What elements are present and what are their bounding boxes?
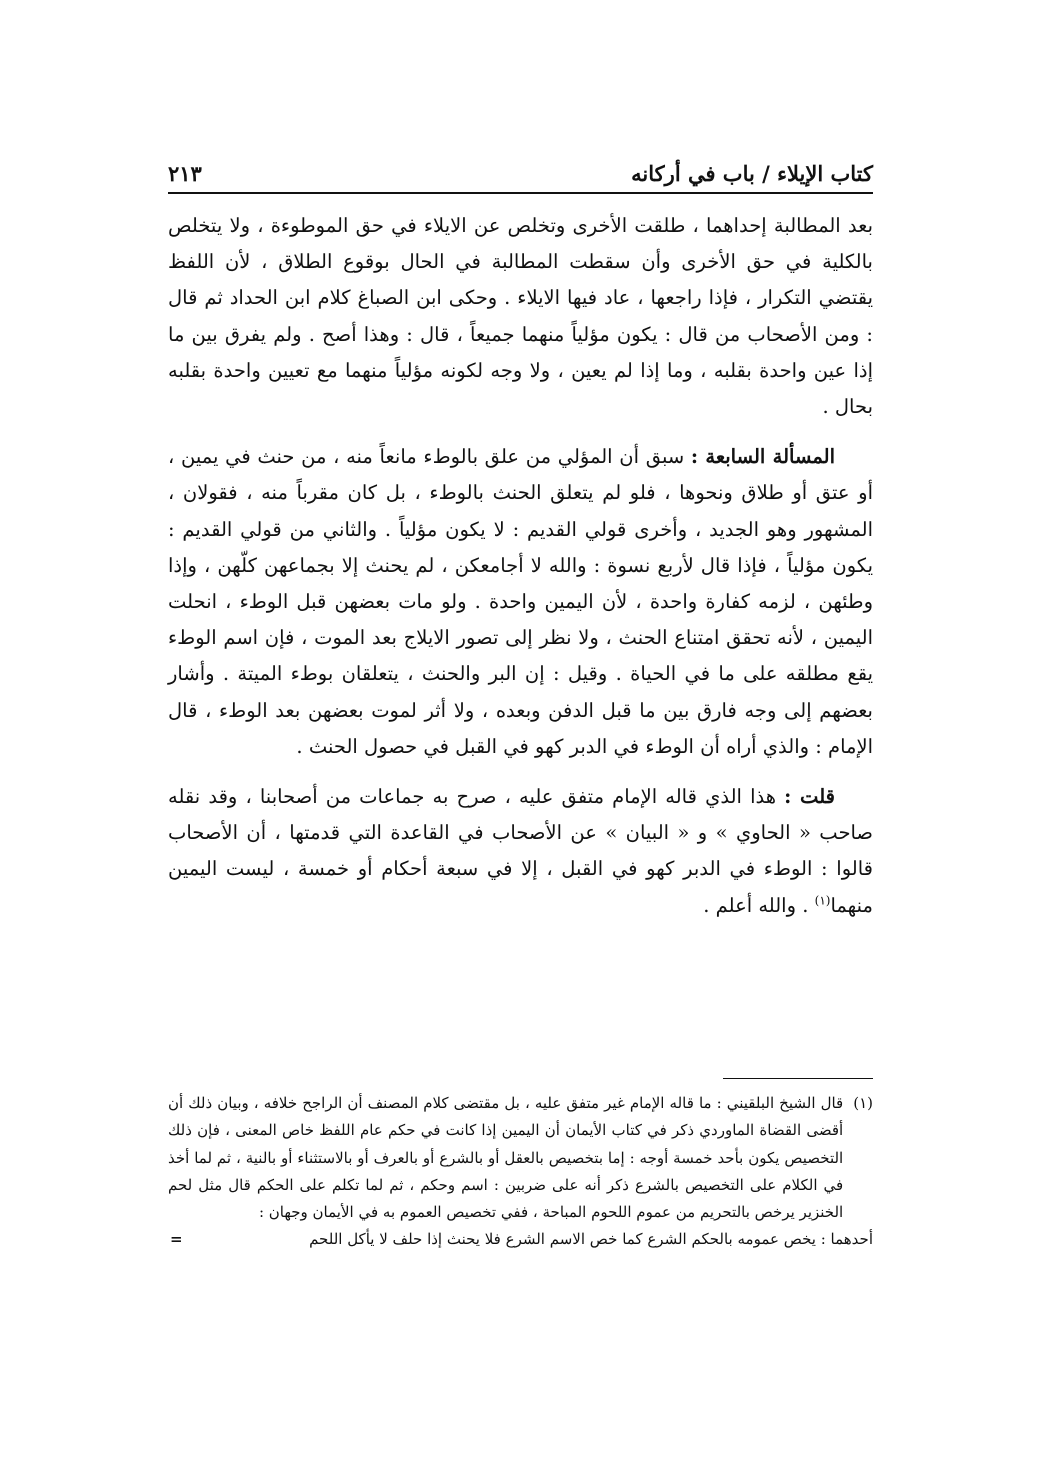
paragraph-3-text: هذا الذي قاله الإمام متفق عليه ، صرح به جماعات من أصحابنا ، وقد نقله صاحب « الحاوي » و « البيان » عن الأصحاب في القاعدة التي قدمتها ، أن الأصحاب قالوا : الوطء في الدبر كهو في القبل ، إلا في سبعة أحكام أو خمسة ، ليست اليمين منهما: [168, 785, 873, 917]
paragraph-2-text: سبق أن المؤلي من علق بالوطء مانعاً منه ، من حنث في يمين ، أو عتق أو طلاق ونحوها ، فلو لم يتعلق الحنث بالوطء ، بل كان مقرباً منه ، فقولان ، المشهور وهو الجديد ، وأخرى قولي القديم : لا يكون مؤلياً . والثاني من قولي القديم : يكون مؤلياً ، فإذا قال لأربع نسوة : والله لا أجامعكن ، لم يحنث إلا بجماعهن كلّهن ، وإذا وطئهن ، لزمه كفارة واحدة ، لأن اليمين واحدة . ولو مات بعضهن قبل الوطء ، انحلت اليمين ، لأنه تحقق امتناع الحنث ، ولا نظر إلى تصور الايلاج بعد الموت ، فإن اسم الوطء يقع مطلقه على ما في الحياة . وقيل : إن البر والحنث ، يتعلقان بوطء الميتة . وأشار بعضهم إلى وجه فارق بين ما قبل الدفن وبعده ، ولا أثر لموت بعضهن بعد الوطء ، قال الإمام : والذي أراه أن الوطء في الدبر كهو في القبل في حصول الحنث .: [168, 445, 873, 758]
paragraph-3-end: . والله أعلم .: [703, 893, 815, 917]
running-header: [168, 140, 873, 194]
footnote-continuation: [168, 1226, 873, 1253]
footnotes: [168, 1090, 873, 1254]
main-text: [168, 208, 873, 924]
book-page: [168, 140, 873, 1340]
paragraph-3-lead: قلت :: [784, 785, 835, 809]
continuation-mark: =: [170, 1230, 183, 1249]
paragraph-1: [168, 208, 873, 425]
paragraph-2: [168, 439, 873, 765]
paragraph-3: [168, 779, 873, 924]
paragraph-1-text: بعد المطالبة إحداهما ، طلقت الأخرى وتخلص عن الايلاء في حق الموطوءة ، ولا يتخلص بالكلية في حق الأخرى وأن سقطت المطالبة في الحال بوقوع الطلاق ، لأن اللفظ يقتضي التكرار ، فإذا راجعها ، عاد فيها الايلاء . وحكى ابن الصباغ كلام ابن الحداد ثم قال : ومن الأصحاب من قال : يكون مؤلياً منهما جميعاً ، قال : وهذا أصح . ولم يفرق بين ما إذا عين واحدة بقلبه ، وما إذا لم يعين ، ولا وجه لكونه مؤلياً منهما مع تعيين واحدة بقلبه بحال .: [168, 214, 873, 419]
footnote-text: قال الشيخ البلقيني : ما قاله الإمام غير متفق عليه ، بل مقتضى كلام المصنف أن الراجح خلافه ، وبيان ذلك أن أقضى القضاة الماوردي ذكر في كتاب الأيمان أن اليمين إذا كانت في حكم عام اللفظ خاص المعنى ، فإن ذلك التخصيص يكون بأحد خمسة أوجه : إما بتخصيص بالعقل أو بالشرع أو بالعرف أو بالاستثناء أو بالنية ، ثم لما أخذ في الكلام على التخصيص بالشرع ذكر أنه على ضربين : اسم وحكم ، ثم لما تكلم على الحكم قال مثل لحم الخنزير يرخص بالتحريم من عموم اللحوم المباحة ، ففي تخصيص العموم به في الأيمان وجهان :: [168, 1094, 844, 1222]
footnote-marker: (١): [853, 1094, 873, 1112]
footnote-1: [168, 1090, 873, 1226]
footnote-reference[interactable]: (١): [814, 893, 831, 908]
footnote-divider: [723, 1078, 873, 1079]
page-number: ٢١٣: [168, 161, 202, 186]
paragraph-2-lead: المسألة السابعة :: [690, 445, 835, 469]
footnote-continuation-text: أحدهما : يخص عمومه بالحكم الشرع كما خص الاسم الشرع فلا يحنث إذا حلف لا يأكل اللحم: [309, 1230, 873, 1249]
running-title: كتاب الإيلاء / باب في أركانه: [631, 161, 873, 186]
